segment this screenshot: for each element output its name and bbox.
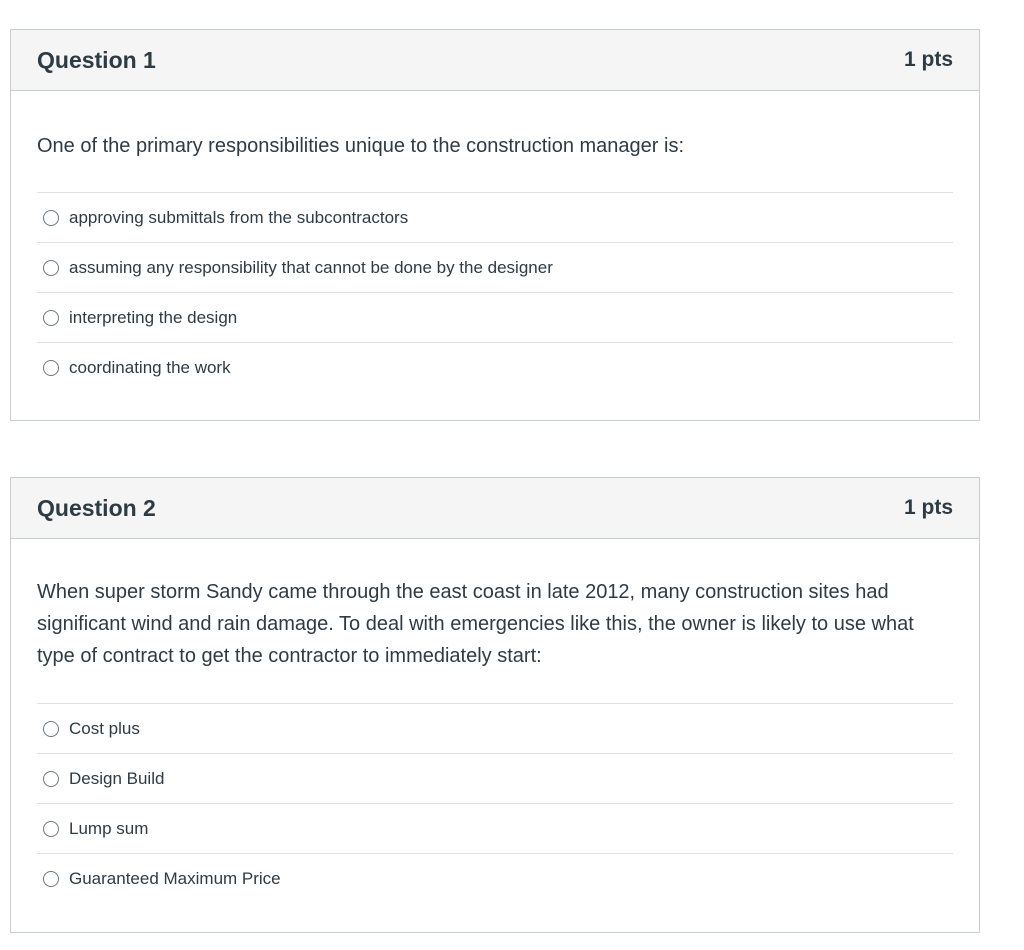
radio-button[interactable] <box>43 310 59 326</box>
answer-option[interactable] <box>37 192 953 242</box>
question-body <box>11 539 979 903</box>
answer-option[interactable] <box>37 242 953 292</box>
answer-label[interactable]: Guaranteed Maximum Price <box>69 868 281 888</box>
answer-label[interactable]: Cost plus <box>69 718 140 738</box>
question-card-2 <box>10 477 980 933</box>
answer-label[interactable]: approving submittals from the subcontractors <box>69 207 409 227</box>
answer-option[interactable] <box>37 853 953 903</box>
radio-button[interactable] <box>43 821 59 837</box>
radio-button[interactable] <box>43 721 59 737</box>
answer-label[interactable]: assuming any responsibility that cannot be done by the designer <box>69 257 553 277</box>
question-card-1 <box>10 29 980 421</box>
answer-option[interactable] <box>37 703 953 753</box>
answer-label[interactable]: Lump sum <box>69 818 149 838</box>
question-title: Question 2 <box>37 494 156 521</box>
radio-button[interactable] <box>43 360 59 376</box>
answer-list <box>37 192 953 392</box>
question-text: One of the primary responsibilities unique to the construction manager is: <box>37 135 685 157</box>
answer-option[interactable] <box>37 292 953 342</box>
question-body <box>11 91 979 392</box>
question-header <box>11 478 979 539</box>
answer-label[interactable]: Design Build <box>69 768 165 788</box>
question-title: Question 1 <box>37 46 156 73</box>
radio-button[interactable] <box>43 871 59 887</box>
answer-label[interactable]: interpreting the design <box>69 307 238 327</box>
question-points: 1 pts <box>903 48 953 71</box>
radio-button[interactable] <box>43 210 59 226</box>
answer-option[interactable] <box>37 342 953 392</box>
answer-option[interactable] <box>37 753 953 803</box>
radio-button[interactable] <box>43 260 59 276</box>
question-text: When super storm Sandy came through the east coast in late 2012, many construction sites had significant wind and rain damage. To deal with emergencies like this, the owner is likely to use what type of contract to get the contractor to immediately start: <box>37 581 914 667</box>
question-points: 1 pts <box>903 496 953 519</box>
question-header <box>11 30 979 91</box>
radio-button[interactable] <box>43 771 59 787</box>
answer-list <box>37 703 953 903</box>
answer-label[interactable]: coordinating the work <box>69 357 231 377</box>
answer-option[interactable] <box>37 803 953 853</box>
